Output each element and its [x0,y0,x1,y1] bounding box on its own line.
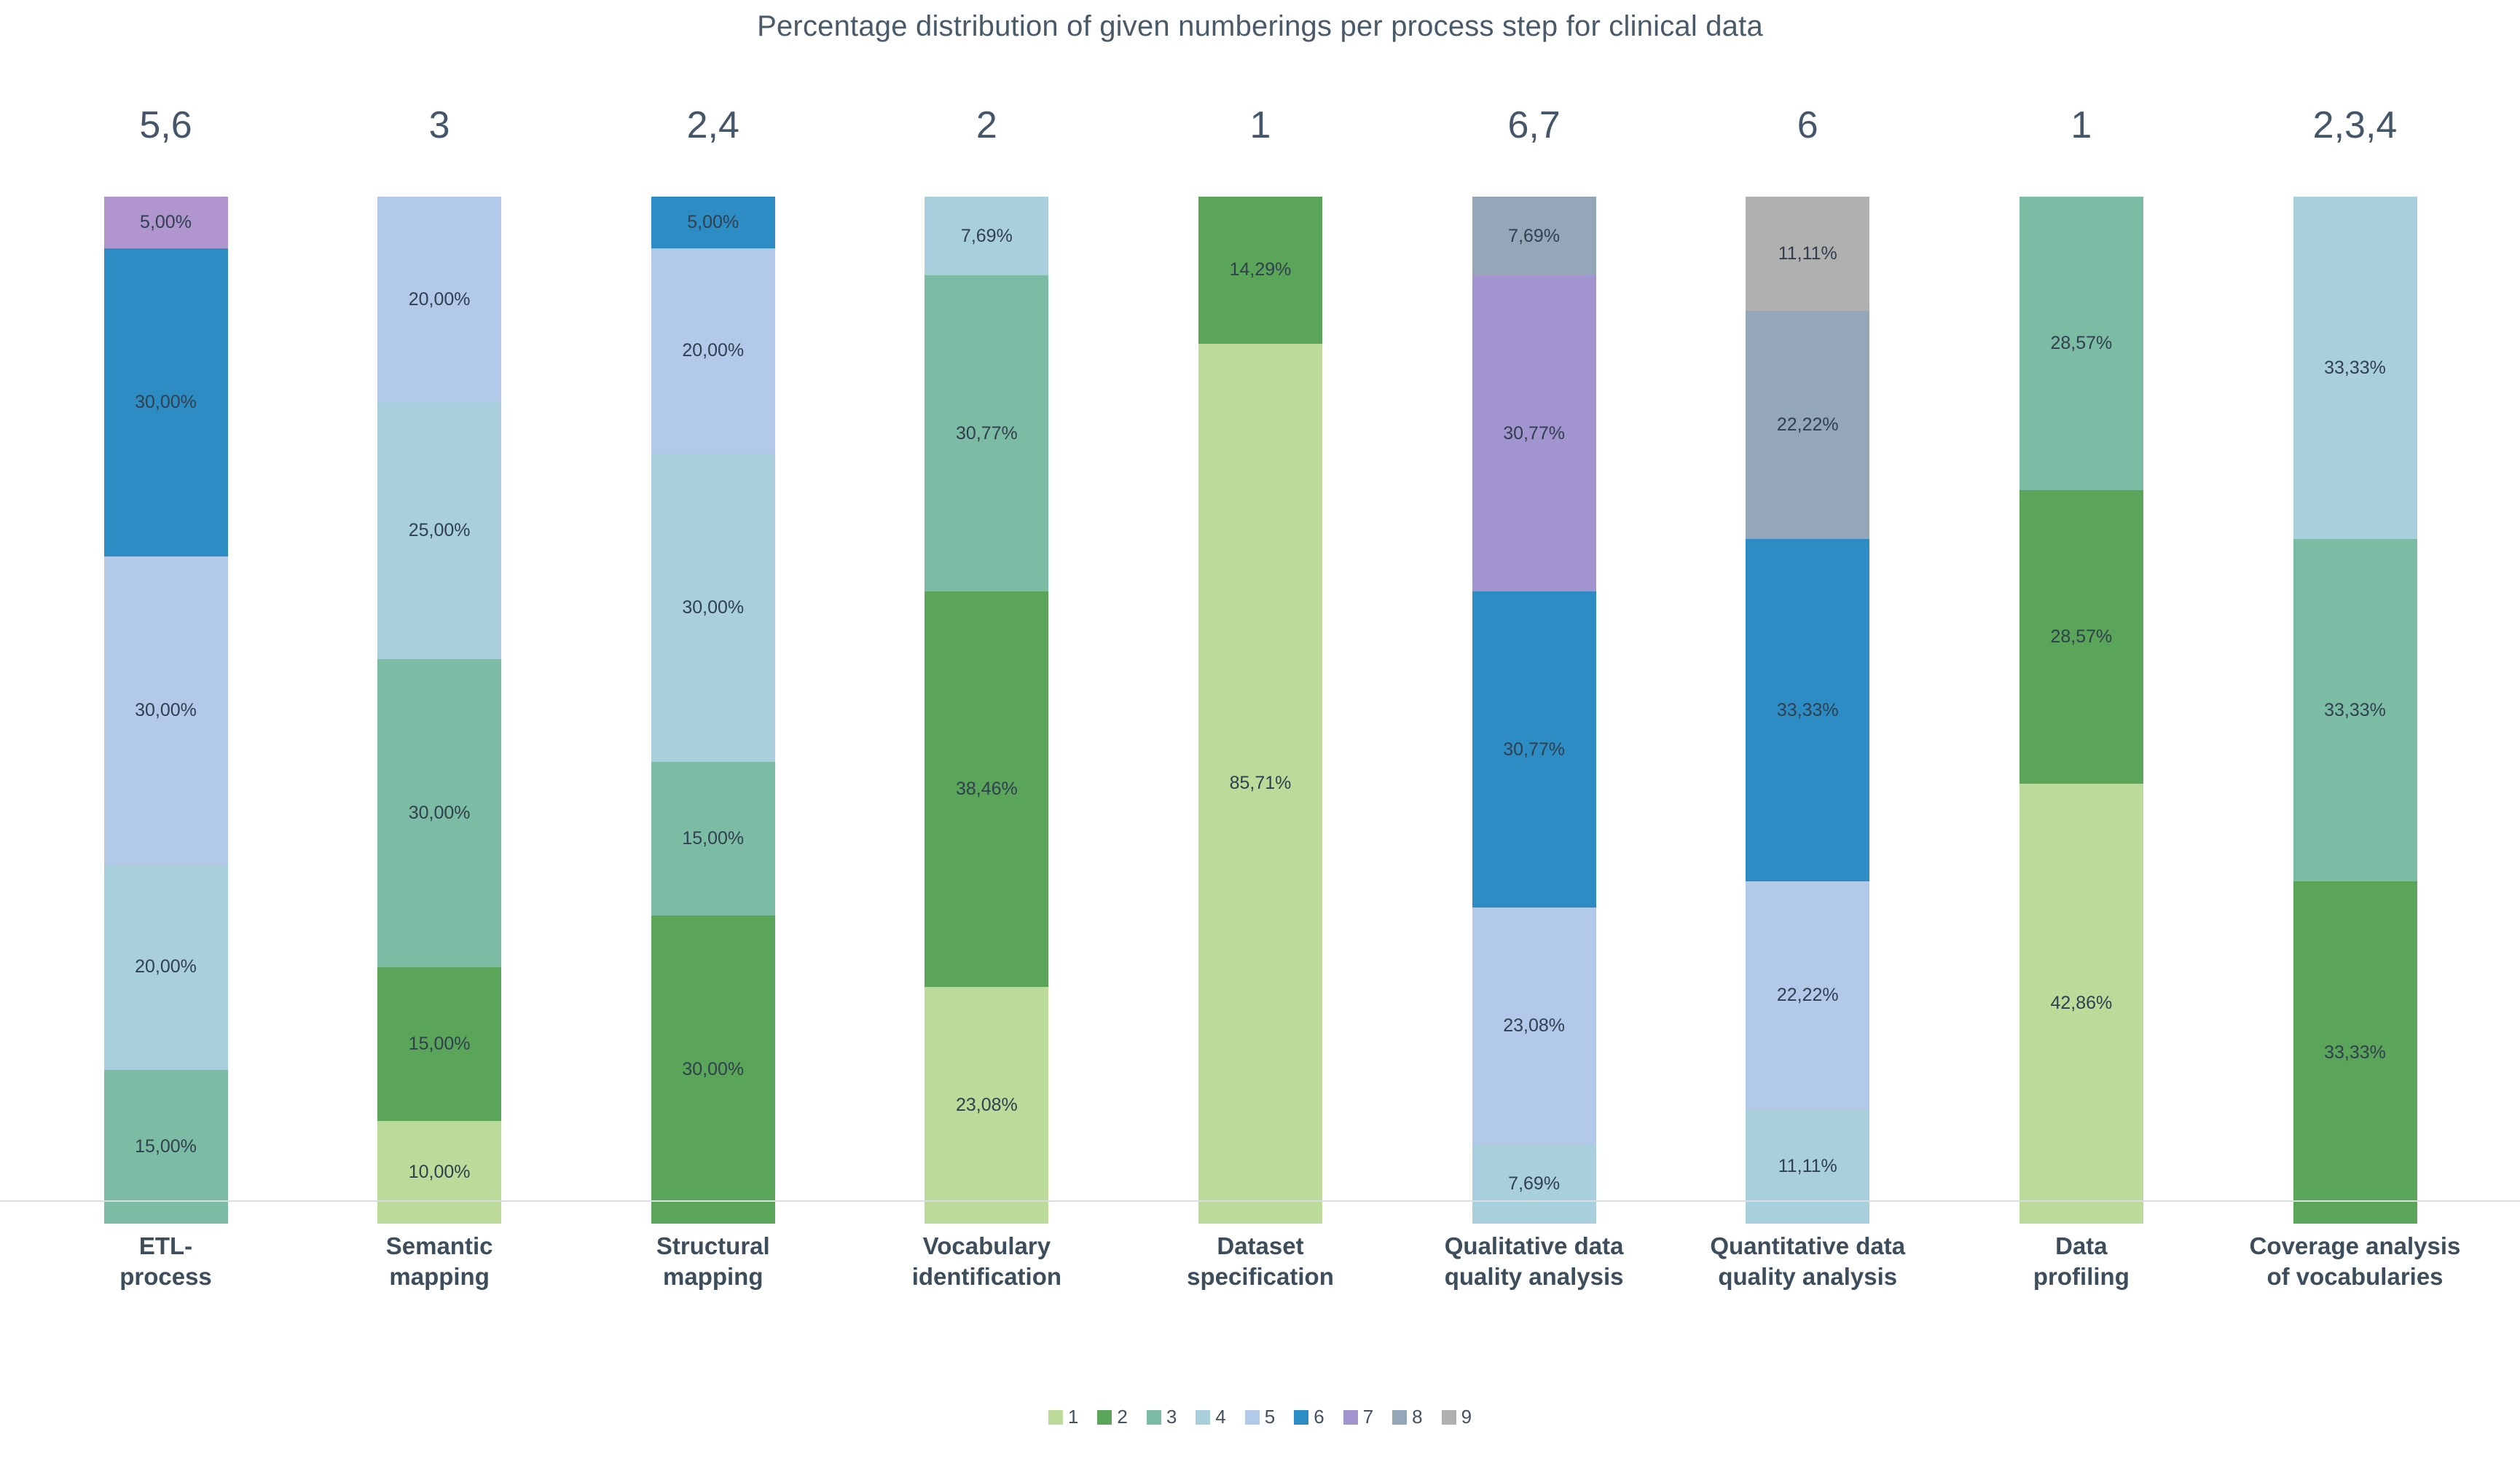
bar-segment-label: 14,29% [1229,259,1292,280]
bar-segment[interactable] [1198,344,1322,1224]
category-label-line: Dataset [1217,1232,1304,1259]
column-top-number: 5,6 [139,104,192,146]
bar-segment[interactable] [925,197,1048,275]
bar-segment-label: 7,69% [960,225,1013,246]
bar-segment[interactable] [1746,539,1869,881]
legend-swatch-icon [1442,1410,1456,1425]
category-label-line: mapping [389,1263,490,1291]
bar-segment[interactable] [2019,197,2143,490]
category-label [29,1231,302,1292]
stacked-bar[interactable] [651,197,775,1224]
legend-label: 1 [1067,1406,1079,1428]
chart-column [1124,87,1397,1224]
chart-column [29,87,302,1224]
category-label-line: Data [2055,1232,2108,1259]
stacked-bar[interactable] [2293,197,2417,1224]
bar-segment[interactable] [1746,1109,1869,1224]
bar-segment-label: 20,00% [408,288,471,310]
bar-segment-label: 10,00% [408,1162,471,1182]
category-label-line: of vocabularies [2266,1263,2444,1291]
column-top-number: 2,4 [686,104,739,146]
bar-segment-label: 30,00% [408,802,471,823]
chart-title: Percentage distribution of given numberings per process step for clinical data [757,10,1763,42]
bar-segment[interactable] [104,248,228,556]
bar-segment[interactable] [925,987,1048,1224]
bar-segment[interactable] [104,865,228,1070]
legend-item[interactable] [1245,1406,1275,1428]
category-label-line: identification [911,1263,1062,1291]
category-label [1124,1231,1397,1292]
bar-segment-label: 5,00% [140,211,192,232]
bar-segment[interactable] [377,402,501,659]
bar-segment[interactable] [377,197,501,402]
bar-segment-label: 23,08% [1503,1015,1566,1036]
category-label-line: mapping [663,1263,764,1291]
legend-item[interactable] [1048,1406,1078,1428]
column-top-number: 6,7 [1507,104,1561,146]
legend-swatch-icon [1196,1410,1210,1425]
bar-segment-label: 30,77% [1503,739,1566,760]
legend-label: 6 [1314,1406,1324,1428]
bar-segment-label: 23,08% [955,1094,1018,1115]
legend-item[interactable] [1196,1406,1225,1428]
column-top-number: 3 [428,104,450,146]
bar-segment-label: 7,69% [1508,1173,1561,1195]
category-label [1671,1231,1944,1292]
bar-segment[interactable] [2293,881,2417,1224]
bar-segment[interactable] [925,591,1048,986]
bar-segment-label: 85,71% [1229,773,1292,794]
category-label-line: profiling [2033,1263,2130,1291]
bar-segment-label: 33,33% [2324,357,2386,378]
chart-column [303,87,576,1224]
bar-segment-label: 11,11% [1778,1156,1837,1177]
bar-segment-label: 28,57% [2050,332,2113,353]
bar-segment[interactable] [1746,197,1869,311]
stacked-bar[interactable] [104,197,228,1224]
stacked-bar[interactable] [2019,197,2143,1224]
chart-column [1944,87,2218,1224]
chart-column [576,87,849,1224]
bar-segment-label: 11,11% [1778,243,1837,264]
legend-label: 7 [1362,1406,1374,1428]
bar-segment[interactable] [1472,908,1596,1144]
category-label [850,1231,1123,1292]
category-label-line: Qualitative data [1444,1232,1624,1259]
bar-segment[interactable] [104,197,228,248]
bar-segment-label: 30,00% [135,699,197,720]
bar-segment-label: 20,00% [135,956,197,977]
category-label [2218,1231,2492,1292]
legend-label: 8 [1412,1406,1423,1428]
category-label-line: ETL- [138,1232,193,1259]
bar-segment[interactable] [651,454,775,762]
bar-segment-label: 33,33% [2324,1042,2386,1063]
chart-legend [0,1406,2520,1428]
legend-label: 9 [1461,1406,1472,1428]
bar-segment-label: 15,00% [682,827,745,849]
category-label-line: specification [1187,1263,1334,1291]
legend-swatch-icon [1147,1410,1161,1425]
category-label-line: quality analysis [1444,1263,1624,1291]
column-top-number: 1 [2070,104,2092,146]
category-label [1397,1231,1671,1292]
bar-segment[interactable] [377,1121,501,1224]
category-label-line: Structural [656,1232,770,1259]
legend-swatch-icon [1392,1410,1407,1425]
category-label [303,1231,576,1292]
bar-segment[interactable] [1472,275,1596,591]
stacked-bar[interactable] [377,197,501,1224]
category-label [1944,1231,2218,1292]
bar-segment-label: 7,69% [1508,225,1561,246]
legend-swatch-icon [1343,1410,1358,1425]
chart-column [850,87,1123,1224]
legend-label: 5 [1264,1406,1276,1428]
plot-area [29,87,2492,1224]
bar-segment[interactable] [651,762,775,916]
legend-swatch-icon [1294,1410,1308,1425]
bar-segment-label: 20,00% [682,340,745,361]
stacked-bar[interactable] [1746,197,1869,1224]
legend-item[interactable] [1442,1406,1472,1428]
bar-segment[interactable] [2019,784,2143,1224]
bar-segment-label: 42,86% [2050,993,2113,1014]
column-top-number: 2,3,4 [2312,104,2398,146]
bar-segment-label: 15,00% [408,1033,471,1054]
legend-label: 3 [1166,1406,1177,1428]
bar-segment-label: 30,00% [682,1059,745,1079]
bar-segment[interactable] [1472,197,1596,275]
legend-item[interactable] [1097,1406,1127,1428]
legend-swatch-icon [1245,1410,1260,1425]
bar-segment[interactable] [651,248,775,454]
bar-segment-label: 25,00% [408,519,471,540]
category-labels-row [29,1231,2492,1292]
bar-segment-label: 33,33% [2324,699,2386,720]
bar-segment[interactable] [377,659,501,967]
column-top-number: 2 [976,104,997,146]
bar-segment[interactable] [2293,197,2417,539]
category-label-line: process [119,1263,212,1291]
bar-segment-label: 5,00% [687,211,739,232]
legend-swatch-icon [1097,1410,1112,1425]
bar-segment[interactable] [925,275,1048,591]
chart-column [2218,87,2492,1224]
category-label-line: Vocabulary [922,1232,1051,1259]
bar-segment-label: 30,77% [1503,422,1566,444]
stacked-bar[interactable] [925,197,1048,1224]
bar-segment-label: 30,00% [135,391,197,412]
stacked-bar[interactable] [1198,197,1322,1224]
category-label-line: Coverage analysis [2249,1232,2461,1259]
bar-segment-label: 22,22% [1776,414,1839,435]
legend-label: 4 [1215,1406,1226,1428]
bar-segment-label: 15,00% [135,1136,197,1157]
category-label-line: Quantitative data [1710,1232,1906,1259]
bar-segment[interactable] [1472,591,1596,908]
category-label-line: quality analysis [1718,1263,1898,1291]
bar-segment[interactable] [1472,1145,1596,1224]
chart-column [1397,87,1671,1224]
legend-item[interactable] [1147,1406,1177,1428]
bar-segment-label: 30,00% [682,597,745,618]
bar-segment[interactable] [2019,490,2143,784]
bar-segment-label: 28,57% [2050,626,2113,647]
legend-item[interactable] [1294,1406,1324,1428]
category-label [576,1231,849,1292]
bar-segment[interactable] [1746,881,1869,1109]
category-label-line: Semantic [385,1232,493,1259]
stacked-bar[interactable] [1472,197,1596,1224]
x-axis-line [0,1200,2520,1202]
legend-swatch-icon [1048,1410,1063,1425]
bar-segment-label: 33,33% [1776,699,1839,720]
bar-segment[interactable] [651,197,775,248]
bar-segment-label: 30,77% [955,422,1018,444]
chart-column [1671,87,1944,1224]
column-top-number: 1 [1249,104,1271,146]
legend-item[interactable] [1392,1406,1422,1428]
bar-segment[interactable] [2293,539,2417,881]
bar-segment[interactable] [1746,311,1869,539]
bar-segment[interactable] [1198,197,1322,343]
bar-segment-label: 22,22% [1776,985,1839,1006]
legend-label: 2 [1117,1406,1128,1428]
column-top-number: 6 [1797,104,1818,146]
bar-segment-label: 38,46% [955,778,1018,799]
bar-segment[interactable] [104,556,228,865]
bar-segment[interactable] [651,916,775,1224]
bar-segment[interactable] [377,967,501,1122]
legend-item[interactable] [1343,1406,1373,1428]
